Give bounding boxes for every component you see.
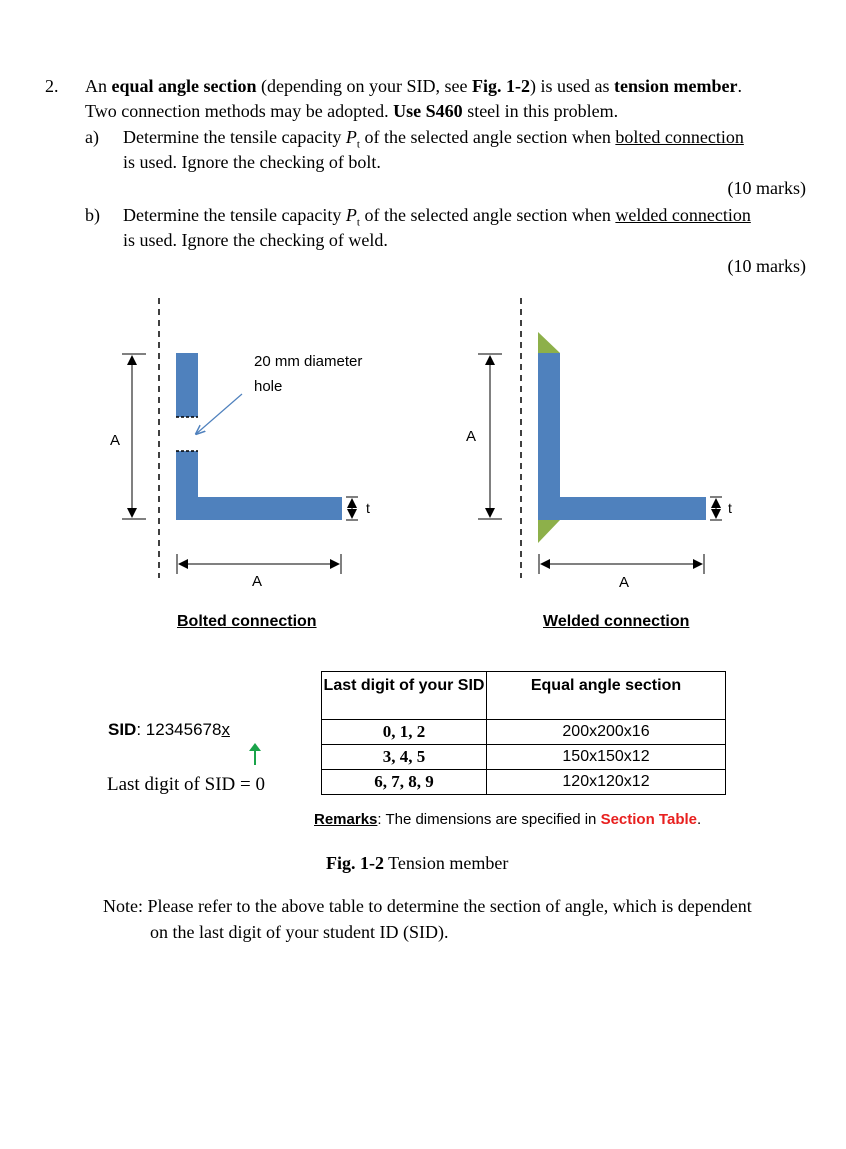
sid-arrow-icon bbox=[248, 742, 262, 766]
part-a-label: a) bbox=[85, 127, 99, 147]
table-row-section: 120x120x12 bbox=[487, 770, 726, 795]
table-header-section: Equal angle section bbox=[487, 672, 726, 720]
part-b-marks: (10 marks) bbox=[727, 256, 806, 276]
bolted-dim-vertical-label: A bbox=[110, 432, 121, 449]
question-line-1: An equal angle section (depending on your SID, see Fig. 1-2) is used as tension member. bbox=[85, 76, 742, 96]
welded-connection-link: welded connection bbox=[615, 205, 751, 225]
welded-thickness-label: t bbox=[728, 500, 732, 516]
bolted-thickness-label: t bbox=[366, 500, 370, 516]
part-b-line-1: Determine the tensile capacity $P_t$ of the selected angle section when welded connection bbox=[123, 205, 751, 229]
note-line-1: Note: Please refer to the above table to determine the section of angle, which is dependent bbox=[103, 896, 752, 916]
hole-label-line-1: 20 mm diameter bbox=[254, 353, 363, 370]
hole-pointer-arrow bbox=[196, 394, 242, 434]
figure-caption: Fig. 1-2 Tension member bbox=[326, 853, 509, 873]
part-a-line-2: is used. Ignore the checking of bolt. bbox=[123, 152, 381, 172]
bolted-connection-link: bolted connection bbox=[615, 127, 744, 147]
table-header-digit: Last digit of your SID bbox=[322, 672, 487, 720]
table-row-section: 200x200x16 bbox=[487, 720, 726, 745]
part-b-label: b) bbox=[85, 205, 100, 225]
table-row-digits: 6, 7, 8, 9 bbox=[322, 770, 487, 795]
part-b-line-2: is used. Ignore the checking of weld. bbox=[123, 230, 388, 250]
question-line-2: Two connection methods may be adopted. Use S460 steel in this problem. bbox=[85, 101, 619, 121]
part-a-marks: (10 marks) bbox=[727, 178, 806, 198]
table-row-section: 150x150x12 bbox=[487, 745, 726, 770]
table-row-digits: 0, 1, 2 bbox=[322, 720, 487, 745]
welded-caption: Welded connection bbox=[543, 613, 690, 630]
part-a-line-1: Determine the tensile capacity $P_t$ of the selected angle section when bolted connection bbox=[123, 127, 744, 151]
section-table bbox=[321, 671, 726, 795]
note-line-2: on the last digit of your student ID (SID). bbox=[150, 922, 449, 942]
question-number: 2. bbox=[45, 76, 59, 96]
weld-top bbox=[538, 332, 560, 353]
angle-section-diagram bbox=[0, 290, 846, 590]
sid-example: SID: 12345678x bbox=[108, 720, 230, 739]
welded-dim-horizontal-label: A bbox=[619, 574, 630, 591]
bolted-caption: Bolted connection bbox=[177, 613, 317, 630]
bolted-leg-lower bbox=[176, 451, 342, 520]
bolted-leg-upper bbox=[176, 353, 198, 417]
table-row-digits: 3, 4, 5 bbox=[322, 745, 487, 770]
remarks: Remarks: The dimensions are specified in Section Table. bbox=[314, 811, 702, 828]
welded-angle bbox=[538, 353, 706, 520]
weld-bottom bbox=[538, 520, 560, 543]
sid-note: Last digit of SID = 0 bbox=[107, 774, 265, 795]
hole-label-line-2: hole bbox=[254, 378, 283, 395]
welded-dim-vertical-label: A bbox=[466, 428, 477, 445]
bolted-dim-horizontal-label: A bbox=[252, 573, 263, 590]
